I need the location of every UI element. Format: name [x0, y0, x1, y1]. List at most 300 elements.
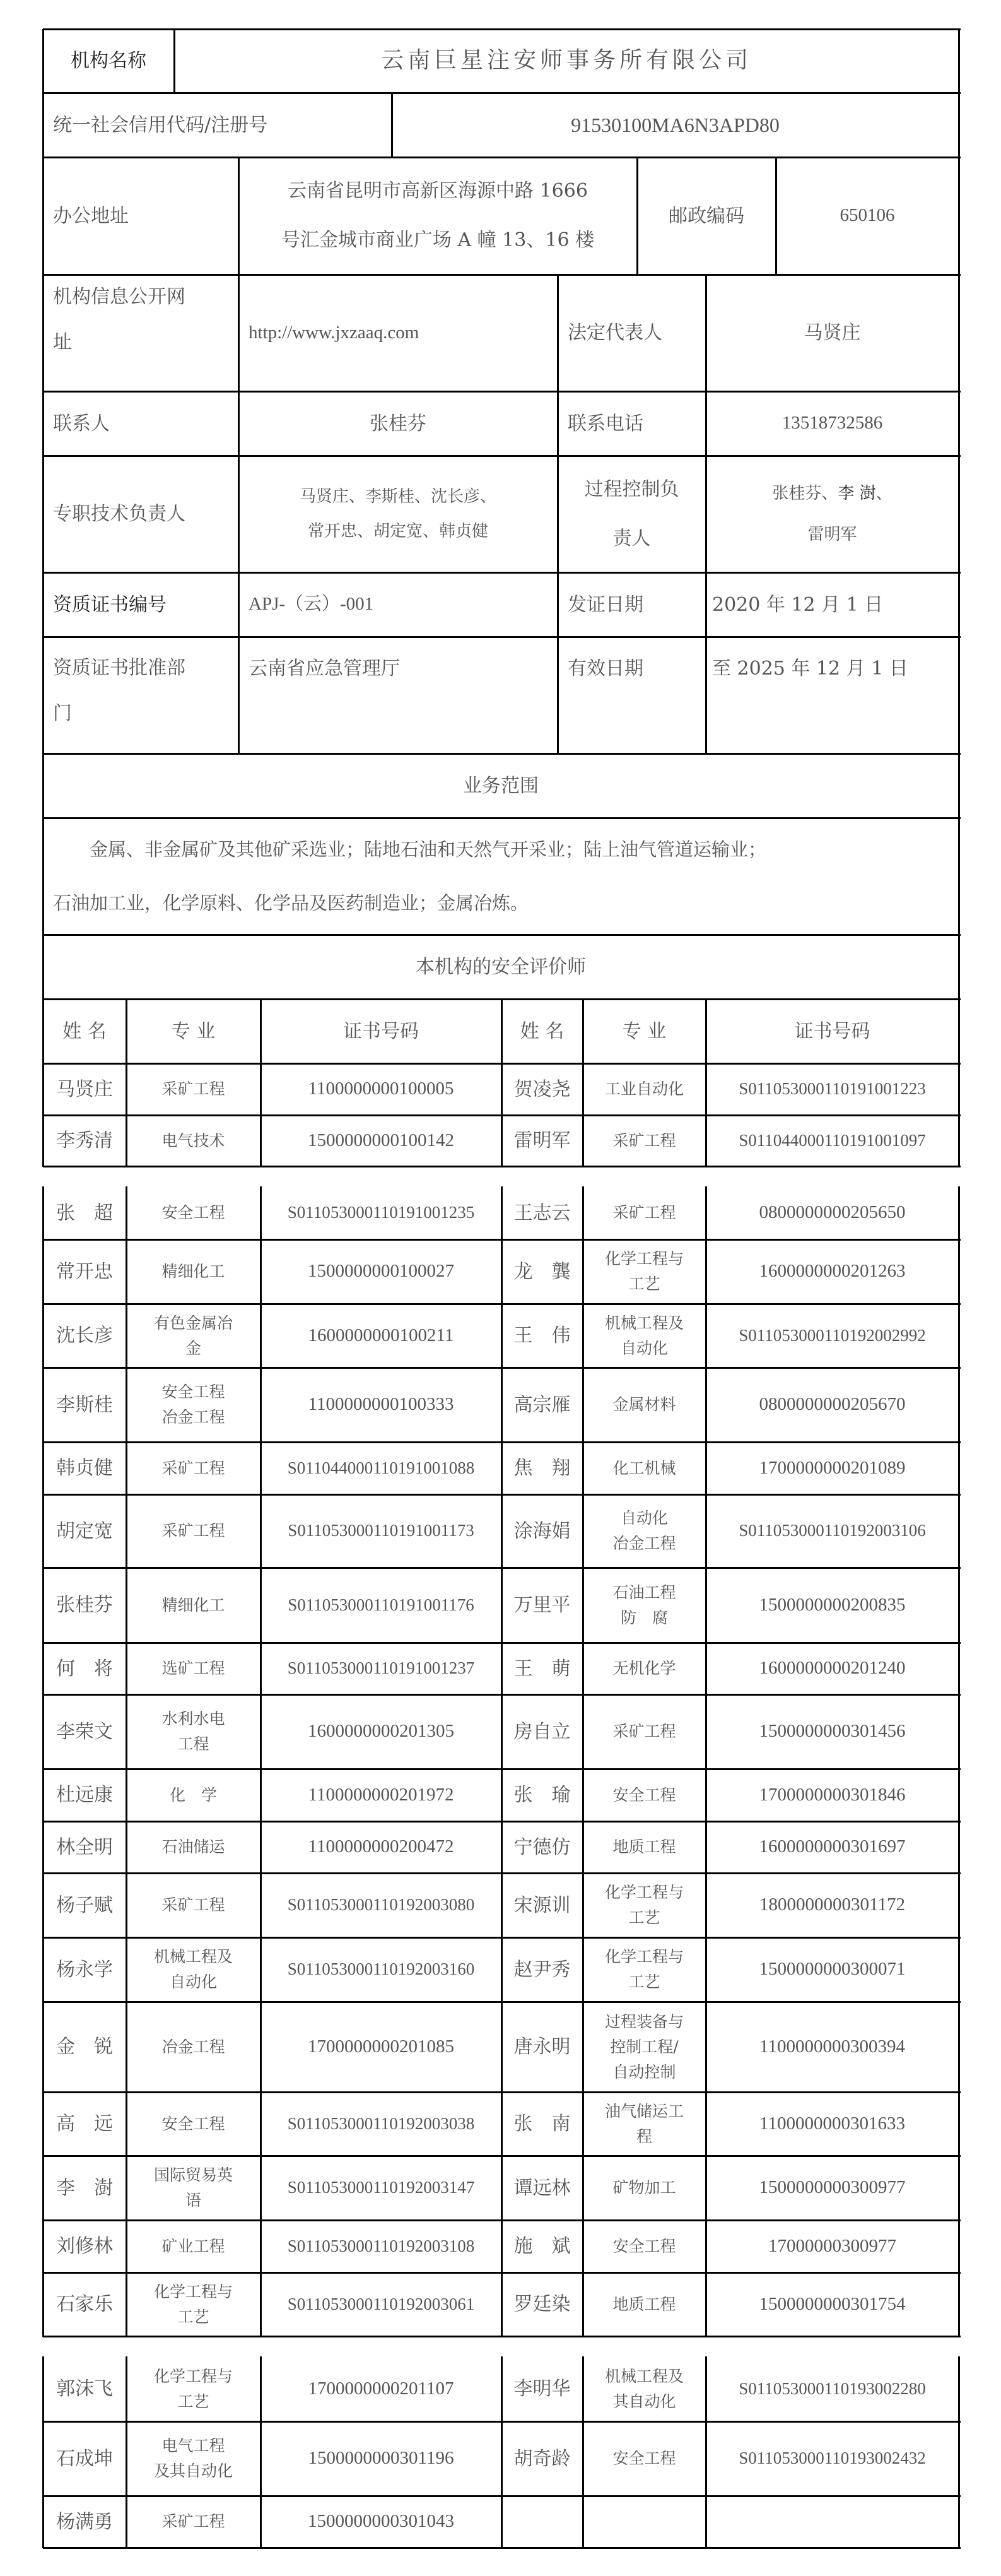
cell-text-line: 自动化 [620, 1338, 668, 1357]
cell-text-line: 防 腐 [620, 1608, 668, 1627]
cell-text-line: 采矿工程 [161, 1521, 225, 1540]
cell-text-line: 李明华 [513, 2378, 571, 2400]
cell-text-line: S011053000110191001223 [739, 1079, 926, 1099]
cell-cert-no [260, 2002, 501, 2092]
cell-text-line: 1100000000100333 [308, 1394, 454, 1415]
cell-text-line: 赵尹秀 [513, 1958, 571, 1981]
cell-name [43, 1694, 126, 1769]
org-name-label: 机构名称 [71, 50, 146, 72]
table-rule [43, 274, 961, 276]
evaluators-title: 本机构的安全评价师 [416, 955, 586, 978]
cell-text-line: 安全工程 [612, 2449, 676, 2467]
cell-major [126, 1643, 260, 1694]
cell-text-line: 精细化工 [161, 1595, 225, 1614]
cell-text-line: 冶金工程 [612, 1534, 676, 1552]
cell-text-line: 采矿工程 [161, 1458, 225, 1477]
process-lead-label [558, 456, 706, 572]
cell-text-line: 安全工程 [612, 1785, 676, 1804]
legal-rep-label: 法定代表人 [568, 322, 662, 344]
cell-text-line: 1600000000301697 [759, 1836, 906, 1857]
cell-major [583, 1115, 706, 1166]
cell-major [583, 1643, 706, 1694]
cell-text-line: 化学工程与 [604, 1250, 684, 1268]
credit-code-label: 统一社会信用代码/注册号 [53, 114, 268, 136]
cell-text-line: 李斯桂 [56, 1393, 113, 1416]
cell-major [583, 1769, 706, 1821]
cell-text-line: 0800000000205650 [759, 1202, 906, 1223]
cell-text-line: 机械工程及 [604, 2366, 684, 2385]
col-header-cert: 证书号码 [794, 1020, 870, 1043]
website-label [43, 275, 238, 391]
website-label-line-2: 址 [53, 331, 72, 353]
cell-text-line: 1700000000201107 [308, 2378, 454, 2399]
cell-text-line: 0800000000205670 [759, 1394, 906, 1415]
cell-text-line: 程 [636, 2127, 652, 2146]
cell-major [126, 1494, 260, 1568]
cell-name [501, 2496, 583, 2548]
cell-text-line: 及其自动化 [153, 2462, 233, 2480]
org-name-value: 云南巨星注安师事务所有限公司 [380, 47, 752, 74]
cell-text-line: 马贤庄 [56, 1078, 113, 1101]
cell-name [43, 1769, 126, 1821]
cell-cert-no [706, 1442, 959, 1494]
cell-text-line: 1500000000300071 [759, 1959, 906, 1980]
cell-text-line: S011053000110191001173 [288, 1521, 474, 1540]
cell-text-line: 房自立 [513, 1720, 571, 1743]
cell-text-line: 过程装备与 [604, 2012, 684, 2031]
cell-name [501, 2092, 583, 2156]
table-rule [126, 1186, 127, 2337]
cell-text-line: 胡奇龄 [513, 2447, 571, 2470]
cell-text-line: 工程 [177, 1735, 209, 1753]
cell-major [583, 1186, 706, 1239]
cell-cert-no [706, 1643, 959, 1694]
table-rule [260, 999, 262, 1167]
cell-text-line: S011053000110193002280 [739, 2378, 926, 2398]
cell-major [126, 1937, 260, 2002]
cell-text-line: 其自动化 [612, 2392, 676, 2411]
cell-text-line: 有色金属冶 [153, 1313, 233, 1332]
cell-cert-no [260, 1115, 501, 1166]
cell-text-line: 1500000000300977 [759, 2177, 906, 2198]
cell-text-line: 何 将 [56, 1657, 113, 1680]
approver-label [43, 637, 238, 753]
table-rule [43, 572, 961, 574]
table-rule [173, 29, 175, 93]
cell-name [43, 2092, 126, 2156]
table-rule [43, 92, 961, 94]
cell-text-line: 金 [185, 1338, 201, 1357]
table-rule [43, 753, 961, 755]
cell-major [126, 1304, 260, 1368]
process-lead-label-line-2: 责人 [612, 527, 651, 550]
cell-text-line: 安全工程 [161, 2114, 225, 2133]
address-label: 办公地址 [53, 204, 129, 227]
cell-major [583, 1368, 706, 1442]
cell-text-line: 1600000000100211 [308, 1325, 454, 1345]
cell-text-line: 金 锐 [56, 2036, 113, 2058]
cell-text-line: 精细化工 [161, 1262, 225, 1280]
cell-cert-no [706, 2156, 959, 2220]
scope-text [43, 818, 959, 935]
cell-major [583, 1494, 706, 1568]
table-rule [501, 1186, 503, 2337]
cell-major [583, 1239, 706, 1304]
cell-text-line: S011053000110193002432 [739, 2449, 926, 2468]
contact-label: 联系人 [53, 412, 110, 435]
valid-date-value: 至 2025 年 12 月 1 日 [712, 658, 908, 680]
cell-text-line: 地质工程 [612, 2295, 676, 2313]
cell-name [501, 2220, 583, 2272]
cell-text-line: 1700000000201085 [308, 2036, 454, 2057]
cell-text-line: 杨子赋 [56, 1894, 113, 1917]
table-rule [636, 157, 638, 275]
cell-major [126, 2421, 260, 2496]
cell-name [501, 1769, 583, 1821]
cell-name [43, 1873, 126, 1937]
table-rule [260, 2356, 262, 2548]
cell-text-line: S011053000110191001235 [287, 1203, 475, 1222]
cell-text-line: 采矿工程 [161, 2512, 225, 2531]
cell-text-line: 语 [185, 2191, 201, 2209]
table-rule [705, 275, 707, 753]
cell-name [501, 1494, 583, 1568]
cell-major [126, 2356, 260, 2421]
cell-text-line: 化 学 [169, 1785, 217, 1804]
col-header-major: 专 业 [171, 1020, 216, 1043]
cell-text-line: 采矿工程 [612, 1203, 676, 1222]
cell-major [583, 1873, 706, 1937]
cell-name [501, 1568, 583, 1643]
table-rule [42, 29, 44, 1167]
cell-text-line: 罗廷染 [513, 2293, 571, 2315]
cell-text-line: S011053000110192003106 [739, 1521, 926, 1540]
table-rule [958, 2356, 960, 2548]
cell-name [43, 2272, 126, 2336]
table-rule [582, 2356, 584, 2548]
cell-cert-no [706, 1873, 959, 1937]
cell-name [43, 2496, 126, 2548]
cell-text-line: 1500000000100142 [308, 1130, 454, 1150]
cell-cert-no [260, 2220, 501, 2272]
cell-name [43, 1063, 126, 1115]
cell-text-line: 王 萌 [513, 1657, 571, 1680]
cell-major [583, 1568, 706, 1643]
cell-text-line: 王 伟 [513, 1325, 571, 1347]
cell-cert-no [260, 1643, 501, 1694]
cell-cert-no [706, 1239, 959, 1304]
cell-text-line: 林全明 [56, 1836, 113, 1858]
cell-cert-no [260, 1063, 501, 1115]
cell-text-line: 1700000000301846 [759, 1784, 906, 1805]
issue-date-label: 发证日期 [568, 593, 643, 616]
postcode-value: 650106 [840, 205, 895, 226]
cell-cert-no [706, 1694, 959, 1769]
cell-text-line: 沈长彦 [56, 1325, 113, 1347]
cell-name [43, 2220, 126, 2272]
process-lead-name: 李 澍 [838, 483, 876, 503]
cell-cert-no [706, 2220, 959, 2272]
cell-major [583, 1937, 706, 2002]
cell-major [126, 1769, 260, 1821]
col-header-name: 姓 名 [62, 1020, 107, 1043]
process-leads-line-2: 雷明军 [807, 524, 857, 544]
cell-text-line: 化学工程与 [604, 1883, 684, 1901]
cell-name [501, 1442, 583, 1494]
cell-text-line: 金属材料 [612, 1395, 676, 1414]
cell-major [126, 1063, 260, 1115]
cell-major [583, 2356, 706, 2421]
col-header-major: 专 业 [622, 1020, 667, 1043]
cell-cert-no [706, 1063, 959, 1115]
cell-name [501, 1304, 583, 1368]
cell-name [501, 1368, 583, 1442]
table-rule [238, 157, 240, 753]
cell-name [501, 1694, 583, 1769]
cert-no-label: 资质证书编号 [53, 593, 167, 616]
table-rule [705, 999, 707, 1167]
approver-label-line-2: 门 [53, 702, 72, 724]
tech-lead-label: 专职技术负责人 [53, 503, 185, 525]
table-rule [43, 455, 961, 457]
cell-text-line: 李 澍 [56, 2177, 113, 2199]
table-rule [705, 1186, 707, 2337]
cell-name [501, 1239, 583, 1304]
cell-text-line: 工艺 [177, 2307, 209, 2326]
cell-name [501, 1873, 583, 1937]
cell-text-line: 17000000300977 [768, 2235, 896, 2256]
cell-cert-no [706, 1186, 959, 1239]
cell-text-line: S011053000110192003108 [287, 2236, 475, 2255]
cell-text-line: 安全工程 [161, 1203, 225, 1222]
cell-cert-no [260, 1186, 501, 1239]
tech-leads-line-1: 马贤庄、李斯桂、沈长彦、 [299, 487, 496, 506]
process-leads-line-1 [772, 473, 892, 514]
cell-text-line: 1500000000301456 [759, 1721, 906, 1742]
tech-leads-line-2: 常开忠、胡定宽、韩贞健 [307, 521, 488, 541]
cell-text-line: 1600000000201240 [759, 1658, 906, 1679]
cell-text-line: 谭远林 [513, 2177, 571, 2199]
cell-text-line: 工艺 [628, 1275, 660, 1293]
issue-date-value: 2020 年 12 月 1 日 [712, 593, 884, 616]
approver-label-line-1: 资质证书批准部 [53, 657, 185, 679]
table-rule [43, 817, 961, 819]
table-rule [42, 2356, 44, 2548]
cell-name [43, 2356, 126, 2421]
cell-major [126, 1568, 260, 1643]
cell-name [501, 1115, 583, 1166]
cell-text-line: 控制工程/ [610, 2037, 679, 2056]
cell-name [43, 1115, 126, 1166]
cell-text-line: 化工机械 [612, 1458, 676, 1477]
cell-text-line: 1500000000100027 [308, 1261, 454, 1282]
cert-no-value: APJ-（云）-001 [249, 594, 374, 615]
col-header-cert: 证书号码 [343, 1020, 419, 1043]
cell-major [583, 2496, 706, 2548]
table-rule [126, 2356, 127, 2548]
cell-cert-no [260, 2421, 501, 2496]
cell-text-line: 采矿工程 [161, 1080, 225, 1098]
process-lead-separator: 、 [875, 483, 893, 503]
cell-cert-no [260, 2272, 501, 2336]
cell-text-line: S011053000110192003160 [287, 1959, 475, 1979]
cell-text-line: 自动化 [169, 1973, 217, 1991]
cell-text-line: S011053000110192002992 [739, 1325, 926, 1345]
cell-cert-no [260, 1304, 501, 1368]
cell-text-line: 矿物加工 [612, 2178, 676, 2197]
cell-text-line: 1600000000201263 [759, 1261, 906, 1282]
cell-text-line: 电气工程 [161, 2437, 225, 2455]
cell-text-line: 1100000000301633 [759, 2113, 905, 2134]
credit-code-value: 91530100MA6N3APD80 [571, 113, 780, 136]
cell-major [126, 2272, 260, 2336]
cell-text-line: 宁德仿 [513, 1836, 571, 1858]
scope-title: 业务范围 [463, 774, 539, 797]
cell-text-line: 矿业工程 [161, 2236, 225, 2255]
cell-text-line: 高宗雁 [513, 1393, 571, 1416]
cell-text-line: 李秀清 [56, 1130, 113, 1152]
cell-text-line: 雷明军 [513, 1130, 571, 1152]
cell-text-line: 化学工程与 [153, 2366, 233, 2385]
cell-name [43, 1568, 126, 1643]
cell-name [501, 2156, 583, 2220]
cell-major [126, 1442, 260, 1494]
cell-text-line: 1500000000301196 [308, 2448, 454, 2469]
cell-major [126, 2496, 260, 2548]
cell-text-line: 国际贸易英 [153, 2166, 233, 2184]
valid-date-label: 有效日期 [568, 658, 643, 680]
cell-cert-no [260, 2156, 501, 2220]
cell-text-line: 1500000000301043 [308, 2511, 454, 2532]
cell-cert-no [260, 1694, 501, 1769]
cell-major [126, 1821, 260, 1873]
cell-name [43, 1368, 126, 1442]
cell-text-line: S011053000110192003061 [287, 2294, 475, 2313]
cell-cert-no [706, 2496, 959, 2548]
cell-major [583, 2272, 706, 2336]
cell-text-line: 1700000000201089 [759, 1457, 906, 1478]
cell-text-line: 采矿工程 [612, 1722, 676, 1740]
cell-name [43, 1304, 126, 1368]
address-line-1: 云南省昆明市高新区海源中路 1666 [288, 180, 588, 202]
cell-name [501, 2002, 583, 2092]
website-link[interactable]: http://www.jxzaaq.com [249, 322, 419, 343]
legal-rep-value: 马贤庄 [804, 322, 861, 344]
cell-text-line: 杨永学 [56, 1958, 113, 1981]
cell-major [126, 1694, 260, 1769]
table-rule [501, 2356, 503, 2548]
table-rule [501, 999, 503, 1167]
cell-text-line: 石油工程 [612, 1583, 676, 1602]
website-label-line-1: 机构信息公开网 [53, 286, 185, 308]
cell-text-line: 刘修林 [56, 2235, 113, 2257]
cell-cert-no [706, 1494, 959, 1568]
cell-text-line: 张 南 [513, 2113, 571, 2135]
cell-major [583, 1063, 706, 1115]
cell-text-line: 采矿工程 [161, 1896, 225, 1914]
process-lead-name: 张桂芬、 [772, 483, 838, 503]
cell-text-line: 选矿工程 [161, 1659, 225, 1677]
cell-name [501, 1643, 583, 1694]
cell-text-line: 工艺 [628, 1908, 660, 1927]
cell-text-line: 自动化 [620, 1509, 668, 1527]
cell-text-line: 贺凌尧 [513, 1078, 571, 1101]
cell-name [43, 1643, 126, 1694]
cell-text-line: 水利水电 [161, 1710, 225, 1728]
table-rule [43, 28, 961, 30]
cell-major [126, 2002, 260, 2092]
cell-text-line: 1100000000300394 [759, 2036, 905, 2057]
cell-text-line: 宋源训 [513, 1894, 571, 1917]
cell-name [43, 1821, 126, 1873]
cell-text-line: 韩贞健 [56, 1457, 113, 1479]
tech-leads-value [238, 456, 558, 572]
table-rule [391, 93, 393, 157]
cell-name [501, 2356, 583, 2421]
cell-major [126, 2156, 260, 2220]
cell-text-line: 自动控制 [612, 2062, 676, 2081]
cell-text-line: 张 超 [56, 1202, 113, 1224]
cell-text-line: 常开忠 [56, 1260, 113, 1283]
cell-text-line: S011053000110192003147 [287, 2178, 475, 2197]
address-value [238, 157, 637, 275]
cell-text-line: 1100000000100005 [308, 1078, 454, 1099]
cell-cert-no [260, 1769, 501, 1821]
scope-line-1: 金属、非金属矿及其他矿采选业；陆地石油和天然气开采业；陆上油气管道运输业； [90, 839, 767, 861]
cell-cert-no [706, 1769, 959, 1821]
cell-major [126, 1115, 260, 1166]
cell-text-line: 王志云 [513, 1202, 571, 1224]
process-lead-label-line-1: 过程控制负 [584, 478, 679, 500]
cell-major [583, 2156, 706, 2220]
table-rule [126, 999, 127, 1167]
cell-cert-no [706, 2356, 959, 2421]
cell-name [43, 1442, 126, 1494]
cell-text-line: 石成坤 [56, 2447, 113, 2470]
cell-text-line: 张桂芬 [56, 1594, 113, 1616]
cell-text-line: 施 斌 [513, 2235, 571, 2257]
cell-text-line: 化学工程与 [604, 1947, 684, 1966]
cell-cert-no [706, 1937, 959, 2002]
cell-text-line: 张 瑜 [513, 1784, 571, 1806]
cell-major [583, 1694, 706, 1769]
cell-name [43, 1494, 126, 1568]
cell-text-line: 焦 翔 [513, 1457, 571, 1479]
scope-line-2: 石油加工业，化学原料、化学品及医药制造业；金属冶炼。 [53, 892, 529, 914]
cell-text-line: S011053000110191001176 [288, 1595, 474, 1614]
cell-cert-no [706, 2002, 959, 2092]
phone-label: 联系电话 [568, 412, 643, 435]
cell-major [126, 1239, 260, 1304]
cell-cert-no [260, 1937, 501, 2002]
cell-major [126, 2092, 260, 2156]
cell-text-line: 地质工程 [612, 1838, 676, 1856]
cell-text-line: S011044000110191001097 [739, 1130, 926, 1150]
cell-text-line: 油气储运工 [604, 2101, 684, 2120]
cell-major [126, 1873, 260, 1937]
cell-cert-no [706, 2092, 959, 2156]
table-rule [958, 29, 960, 1167]
cell-name [501, 1186, 583, 1239]
cell-text-line: S011044000110191001088 [287, 1458, 475, 1477]
table-rule [582, 999, 584, 1167]
cell-text-line: 工艺 [177, 2392, 209, 2411]
cell-text-line: 龙 龔 [513, 1260, 571, 1283]
cell-text-line: 杜远康 [56, 1784, 113, 1806]
cell-name [501, 1821, 583, 1873]
cell-name [501, 2421, 583, 2496]
cell-text-line: 工艺 [628, 1973, 660, 1991]
